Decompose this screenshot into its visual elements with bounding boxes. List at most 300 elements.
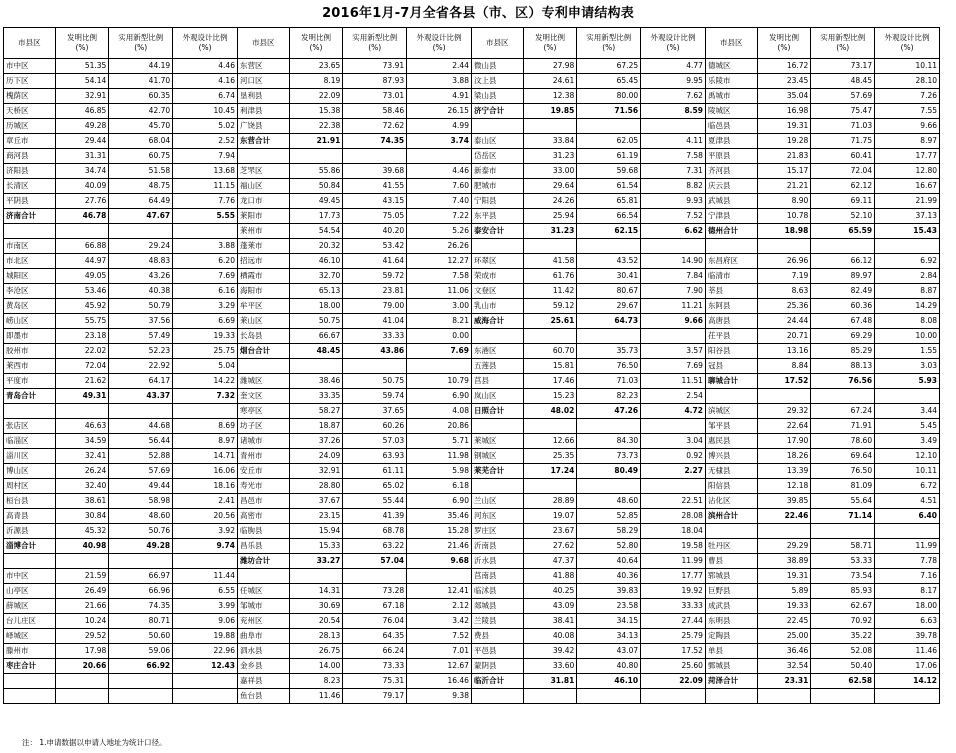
utility-cell: 58.29	[577, 524, 641, 539]
county-cell: 鱼台县	[237, 689, 289, 704]
county-cell: 潍坊合计	[237, 554, 289, 569]
invention-cell: 38.61	[55, 494, 109, 509]
county-cell: 岱岳区	[471, 149, 523, 164]
table-row	[4, 434, 940, 449]
invention-cell: 33.00	[523, 164, 577, 179]
design-cell: 6.55	[173, 584, 238, 599]
county-cell: 宁阳县	[471, 194, 523, 209]
utility-cell: 48.60	[109, 509, 173, 524]
design-cell: 25.75	[173, 344, 238, 359]
design-cell	[173, 554, 238, 569]
utility-cell: 39.68	[343, 164, 407, 179]
invention-cell: 10.78	[757, 209, 811, 224]
design-cell: 7.69	[173, 269, 238, 284]
invention-cell: 65.13	[289, 284, 343, 299]
county-cell: 天桥区	[4, 104, 56, 119]
invention-cell	[55, 674, 109, 689]
table-row	[4, 314, 940, 329]
design-cell: 9.74	[173, 539, 238, 554]
county-cell: 荣成市	[471, 269, 523, 284]
county-cell: 广饶县	[237, 119, 289, 134]
invention-cell: 20.54	[289, 614, 343, 629]
invention-cell: 22.45	[757, 614, 811, 629]
utility-cell	[109, 554, 173, 569]
invention-cell: 18.26	[757, 449, 811, 464]
utility-cell: 60.36	[811, 299, 875, 314]
county-cell: 兖州区	[237, 614, 289, 629]
county-cell: 临邑县	[705, 119, 757, 134]
county-cell: 梁山县	[471, 89, 523, 104]
design-cell: 12.43	[173, 659, 238, 674]
county-cell: 枣庄合计	[4, 659, 56, 674]
design-cell: 11.99	[875, 539, 940, 554]
invention-cell: 17.46	[523, 374, 577, 389]
design-cell	[407, 359, 472, 374]
utility-cell	[811, 524, 875, 539]
invention-cell: 18.87	[289, 419, 343, 434]
design-cell: 3.03	[875, 359, 940, 374]
county-cell: 安丘市	[237, 464, 289, 479]
invention-cell	[523, 689, 577, 704]
invention-cell: 46.85	[55, 104, 109, 119]
design-cell	[173, 224, 238, 239]
invention-cell: 26.75	[289, 644, 343, 659]
design-cell: 7.22	[407, 209, 472, 224]
design-cell: 39.78	[875, 629, 940, 644]
utility-cell: 52.08	[811, 644, 875, 659]
utility-cell: 52.85	[577, 509, 641, 524]
design-cell: 5.55	[173, 209, 238, 224]
utility-cell: 79.17	[343, 689, 407, 704]
invention-cell	[523, 479, 577, 494]
utility-cell	[811, 689, 875, 704]
design-cell: 6.18	[407, 479, 472, 494]
invention-cell: 31.23	[523, 149, 577, 164]
utility-cell: 62.15	[577, 224, 641, 239]
county-cell: 高唐县	[705, 314, 757, 329]
county-cell: 莱阳市	[237, 209, 289, 224]
invention-cell: 12.38	[523, 89, 577, 104]
invention-cell: 32.70	[289, 269, 343, 284]
design-cell	[875, 389, 940, 404]
invention-cell: 17.98	[55, 644, 109, 659]
design-cell: 7.69	[407, 344, 472, 359]
invention-cell: 12.18	[757, 479, 811, 494]
utility-cell: 80.71	[109, 614, 173, 629]
county-cell: 宁津县	[705, 209, 757, 224]
header-utility: 实用新型比例 (%)	[811, 28, 875, 59]
invention-cell: 14.00	[289, 659, 343, 674]
footnote: 注： 1.申请数据以申请人地址为统计口径。	[22, 738, 167, 747]
utility-cell: 73.91	[343, 59, 407, 74]
invention-cell	[523, 419, 577, 434]
utility-cell: 43.52	[577, 254, 641, 269]
county-cell	[471, 329, 523, 344]
invention-cell: 8.19	[289, 74, 343, 89]
utility-cell: 59.74	[343, 389, 407, 404]
county-cell: 曲阜市	[237, 629, 289, 644]
county-cell: 栖霞市	[237, 269, 289, 284]
county-cell: 莱城区	[471, 434, 523, 449]
invention-cell: 15.94	[289, 524, 343, 539]
invention-cell: 32.91	[55, 89, 109, 104]
table-row	[4, 284, 940, 299]
design-cell: 22.96	[173, 644, 238, 659]
design-cell: 19.58	[641, 539, 706, 554]
design-cell: 4.46	[173, 59, 238, 74]
invention-cell: 10.24	[55, 614, 109, 629]
utility-cell: 43.37	[109, 389, 173, 404]
invention-cell: 13.39	[757, 464, 811, 479]
utility-cell: 79.00	[343, 299, 407, 314]
design-cell: 7.31	[641, 164, 706, 179]
utility-cell: 42.70	[109, 104, 173, 119]
header-county: 市县区	[705, 28, 757, 59]
invention-cell: 20.66	[55, 659, 109, 674]
utility-cell: 22.92	[109, 359, 173, 374]
invention-cell: 26.96	[757, 254, 811, 269]
utility-cell: 60.35	[109, 89, 173, 104]
utility-cell: 61.19	[577, 149, 641, 164]
design-cell: 8.17	[875, 584, 940, 599]
utility-cell: 48.75	[109, 179, 173, 194]
utility-cell: 68.04	[109, 134, 173, 149]
county-cell: 芝罘区	[237, 164, 289, 179]
table-row	[4, 569, 940, 584]
utility-cell: 72.62	[343, 119, 407, 134]
county-cell: 长岛县	[237, 329, 289, 344]
design-cell: 35.46	[407, 509, 472, 524]
county-cell: 牡丹区	[705, 539, 757, 554]
invention-cell: 19.31	[757, 569, 811, 584]
invention-cell: 33.60	[523, 659, 577, 674]
utility-cell: 73.54	[811, 569, 875, 584]
invention-cell: 46.10	[289, 254, 343, 269]
utility-cell: 61.11	[343, 464, 407, 479]
utility-cell: 71.14	[811, 509, 875, 524]
county-cell: 无棣县	[705, 464, 757, 479]
utility-cell	[811, 389, 875, 404]
county-cell: 乳山市	[471, 299, 523, 314]
invention-cell: 45.92	[55, 299, 109, 314]
invention-cell: 49.45	[289, 194, 343, 209]
county-cell: 临清市	[705, 269, 757, 284]
table-row	[4, 374, 940, 389]
utility-cell: 73.33	[343, 659, 407, 674]
county-cell: 城阳区	[4, 269, 56, 284]
utility-cell: 89.97	[811, 269, 875, 284]
utility-cell: 34.13	[577, 629, 641, 644]
county-cell: 高青县	[4, 509, 56, 524]
county-cell: 陵城区	[705, 104, 757, 119]
invention-cell: 37.67	[289, 494, 343, 509]
utility-cell: 29.67	[577, 299, 641, 314]
utility-cell: 37.56	[109, 314, 173, 329]
design-cell: 6.62	[641, 224, 706, 239]
invention-cell: 25.94	[523, 209, 577, 224]
design-cell: 3.99	[173, 599, 238, 614]
design-cell: 26.15	[407, 104, 472, 119]
design-cell: 21.99	[875, 194, 940, 209]
utility-cell: 44.68	[109, 419, 173, 434]
county-cell: 济宁合计	[471, 104, 523, 119]
utility-cell: 67.25	[577, 59, 641, 74]
design-cell	[875, 524, 940, 539]
invention-cell: 20.71	[757, 329, 811, 344]
design-cell: 6.72	[875, 479, 940, 494]
utility-cell: 78.60	[811, 434, 875, 449]
utility-cell: 23.81	[343, 284, 407, 299]
county-cell: 泰安合计	[471, 224, 523, 239]
design-cell: 17.52	[641, 644, 706, 659]
design-cell: 37.13	[875, 209, 940, 224]
utility-cell: 62.67	[811, 599, 875, 614]
design-cell: 15.43	[875, 224, 940, 239]
design-cell: 9.68	[407, 554, 472, 569]
invention-cell: 24.09	[289, 449, 343, 464]
design-cell: 3.04	[641, 434, 706, 449]
design-cell: 7.69	[641, 359, 706, 374]
county-cell: 东明县	[705, 614, 757, 629]
county-cell: 诸城市	[237, 434, 289, 449]
utility-cell: 66.54	[577, 209, 641, 224]
invention-cell: 11.42	[523, 284, 577, 299]
utility-cell: 60.41	[811, 149, 875, 164]
utility-cell: 57.03	[343, 434, 407, 449]
invention-cell: 60.70	[523, 344, 577, 359]
county-cell: 兰山区	[471, 494, 523, 509]
table-row	[4, 164, 940, 179]
county-cell: 日照合计	[471, 404, 523, 419]
design-cell: 12.10	[875, 449, 940, 464]
county-cell: 武城县	[705, 194, 757, 209]
design-cell: 6.63	[875, 614, 940, 629]
county-cell: 莱芜合计	[471, 464, 523, 479]
county-cell: 巨野县	[705, 584, 757, 599]
county-cell: 郯城县	[471, 599, 523, 614]
invention-cell: 39.42	[523, 644, 577, 659]
county-cell: 莱山区	[237, 314, 289, 329]
design-cell: 14.12	[875, 674, 940, 689]
invention-cell: 24.44	[757, 314, 811, 329]
utility-cell: 52.10	[811, 209, 875, 224]
design-cell: 22.51	[641, 494, 706, 509]
invention-cell: 33.27	[289, 554, 343, 569]
invention-cell: 18.98	[757, 224, 811, 239]
invention-cell: 40.25	[523, 584, 577, 599]
invention-cell: 23.31	[757, 674, 811, 689]
design-cell: 3.42	[407, 614, 472, 629]
table-row	[4, 494, 940, 509]
design-cell: 11.99	[641, 554, 706, 569]
design-cell: 6.92	[875, 254, 940, 269]
county-cell: 河东区	[471, 509, 523, 524]
utility-cell	[109, 689, 173, 704]
utility-cell: 55.64	[811, 494, 875, 509]
invention-cell: 22.09	[289, 89, 343, 104]
county-cell	[705, 239, 757, 254]
utility-cell: 73.73	[577, 449, 641, 464]
county-cell: 市南区	[4, 239, 56, 254]
utility-cell: 41.04	[343, 314, 407, 329]
table-body	[4, 59, 940, 704]
table-row	[4, 554, 940, 569]
design-cell: 3.88	[407, 74, 472, 89]
design-cell: 18.04	[641, 524, 706, 539]
design-cell: 19.33	[173, 329, 238, 344]
invention-cell: 40.09	[55, 179, 109, 194]
county-cell: 泗水县	[237, 644, 289, 659]
design-cell: 2.54	[641, 389, 706, 404]
invention-cell: 31.31	[55, 149, 109, 164]
design-cell: 5.45	[875, 419, 940, 434]
county-cell: 蓬莱市	[237, 239, 289, 254]
design-cell: 9.66	[641, 314, 706, 329]
invention-cell: 23.15	[289, 509, 343, 524]
utility-cell: 71.91	[811, 419, 875, 434]
county-cell: 山亭区	[4, 584, 56, 599]
utility-cell: 43.15	[343, 194, 407, 209]
county-cell	[471, 479, 523, 494]
utility-cell: 71.56	[577, 104, 641, 119]
invention-cell: 29.52	[55, 629, 109, 644]
utility-cell: 47.26	[577, 404, 641, 419]
utility-cell: 57.69	[109, 464, 173, 479]
utility-cell: 56.44	[109, 434, 173, 449]
patent-structure-table	[3, 27, 940, 704]
utility-cell: 73.01	[343, 89, 407, 104]
design-cell: 26.26	[407, 239, 472, 254]
utility-cell	[343, 569, 407, 584]
invention-cell: 21.62	[55, 374, 109, 389]
invention-cell: 49.05	[55, 269, 109, 284]
design-cell: 2.27	[641, 464, 706, 479]
utility-cell: 64.35	[343, 629, 407, 644]
invention-cell	[757, 239, 811, 254]
design-cell: 10.11	[875, 464, 940, 479]
utility-cell: 40.20	[343, 224, 407, 239]
utility-cell: 50.60	[109, 629, 173, 644]
design-cell: 27.44	[641, 614, 706, 629]
county-cell: 费县	[471, 629, 523, 644]
county-cell: 岚山区	[471, 389, 523, 404]
invention-cell	[55, 554, 109, 569]
design-cell: 28.10	[875, 74, 940, 89]
utility-cell: 23.58	[577, 599, 641, 614]
utility-cell: 64.17	[109, 374, 173, 389]
invention-cell: 32.40	[55, 479, 109, 494]
design-cell: 7.16	[875, 569, 940, 584]
county-cell: 成武县	[705, 599, 757, 614]
header-county: 市县区	[237, 28, 289, 59]
design-cell: 7.78	[875, 554, 940, 569]
invention-cell: 38.41	[523, 614, 577, 629]
county-cell: 鄄城县	[705, 659, 757, 674]
utility-cell: 33.33	[343, 329, 407, 344]
table-row	[4, 599, 940, 614]
county-cell: 章丘市	[4, 134, 56, 149]
utility-cell: 47.67	[109, 209, 173, 224]
utility-cell: 82.49	[811, 284, 875, 299]
design-cell: 18.00	[875, 599, 940, 614]
table-row	[4, 464, 940, 479]
design-cell: 8.87	[875, 284, 940, 299]
county-cell: 崂山区	[4, 314, 56, 329]
utility-cell: 68.78	[343, 524, 407, 539]
table-row	[4, 539, 940, 554]
design-cell: 5.71	[407, 434, 472, 449]
county-cell	[237, 149, 289, 164]
design-cell: 7.01	[407, 644, 472, 659]
design-cell: 4.08	[407, 404, 472, 419]
invention-cell: 21.21	[757, 179, 811, 194]
table-row	[4, 389, 940, 404]
utility-cell	[109, 404, 173, 419]
utility-cell: 69.29	[811, 329, 875, 344]
invention-cell: 7.19	[757, 269, 811, 284]
county-cell: 沂源县	[4, 524, 56, 539]
invention-cell: 59.12	[523, 299, 577, 314]
county-cell: 阳谷县	[705, 344, 757, 359]
design-cell: 7.84	[641, 269, 706, 284]
table-row	[4, 404, 940, 419]
county-cell: 台儿庄区	[4, 614, 56, 629]
county-cell: 东平县	[471, 209, 523, 224]
invention-cell: 25.00	[757, 629, 811, 644]
table-row	[4, 359, 940, 374]
table-row	[4, 254, 940, 269]
utility-cell: 71.75	[811, 134, 875, 149]
county-cell	[4, 689, 56, 704]
county-cell: 昌邑市	[237, 494, 289, 509]
invention-cell: 28.89	[523, 494, 577, 509]
utility-cell: 65.02	[343, 479, 407, 494]
invention-cell: 20.32	[289, 239, 343, 254]
county-cell: 惠民县	[705, 434, 757, 449]
utility-cell: 40.80	[577, 659, 641, 674]
utility-cell: 62.12	[811, 179, 875, 194]
invention-cell: 66.88	[55, 239, 109, 254]
utility-cell: 50.75	[343, 374, 407, 389]
county-cell: 临淄区	[4, 434, 56, 449]
county-cell: 即墨市	[4, 329, 56, 344]
design-cell: 10.00	[875, 329, 940, 344]
table-row	[4, 59, 940, 74]
county-cell: 滨州合计	[705, 509, 757, 524]
design-cell: 1.55	[875, 344, 940, 359]
invention-cell: 33.35	[289, 389, 343, 404]
utility-cell: 85.29	[811, 344, 875, 359]
design-cell: 11.46	[875, 644, 940, 659]
utility-cell: 66.97	[109, 569, 173, 584]
invention-cell	[523, 119, 577, 134]
invention-cell: 43.09	[523, 599, 577, 614]
design-cell: 11.21	[641, 299, 706, 314]
utility-cell: 60.75	[109, 149, 173, 164]
utility-cell: 80.00	[577, 89, 641, 104]
design-cell: 18.16	[173, 479, 238, 494]
invention-cell	[523, 239, 577, 254]
county-cell: 长清区	[4, 179, 56, 194]
utility-cell	[109, 224, 173, 239]
utility-cell	[577, 689, 641, 704]
utility-cell: 88.13	[811, 359, 875, 374]
county-cell: 龙口市	[237, 194, 289, 209]
header-county: 市县区	[4, 28, 56, 59]
design-cell: 8.21	[407, 314, 472, 329]
design-cell: 2.44	[407, 59, 472, 74]
county-cell: 东营区	[237, 59, 289, 74]
